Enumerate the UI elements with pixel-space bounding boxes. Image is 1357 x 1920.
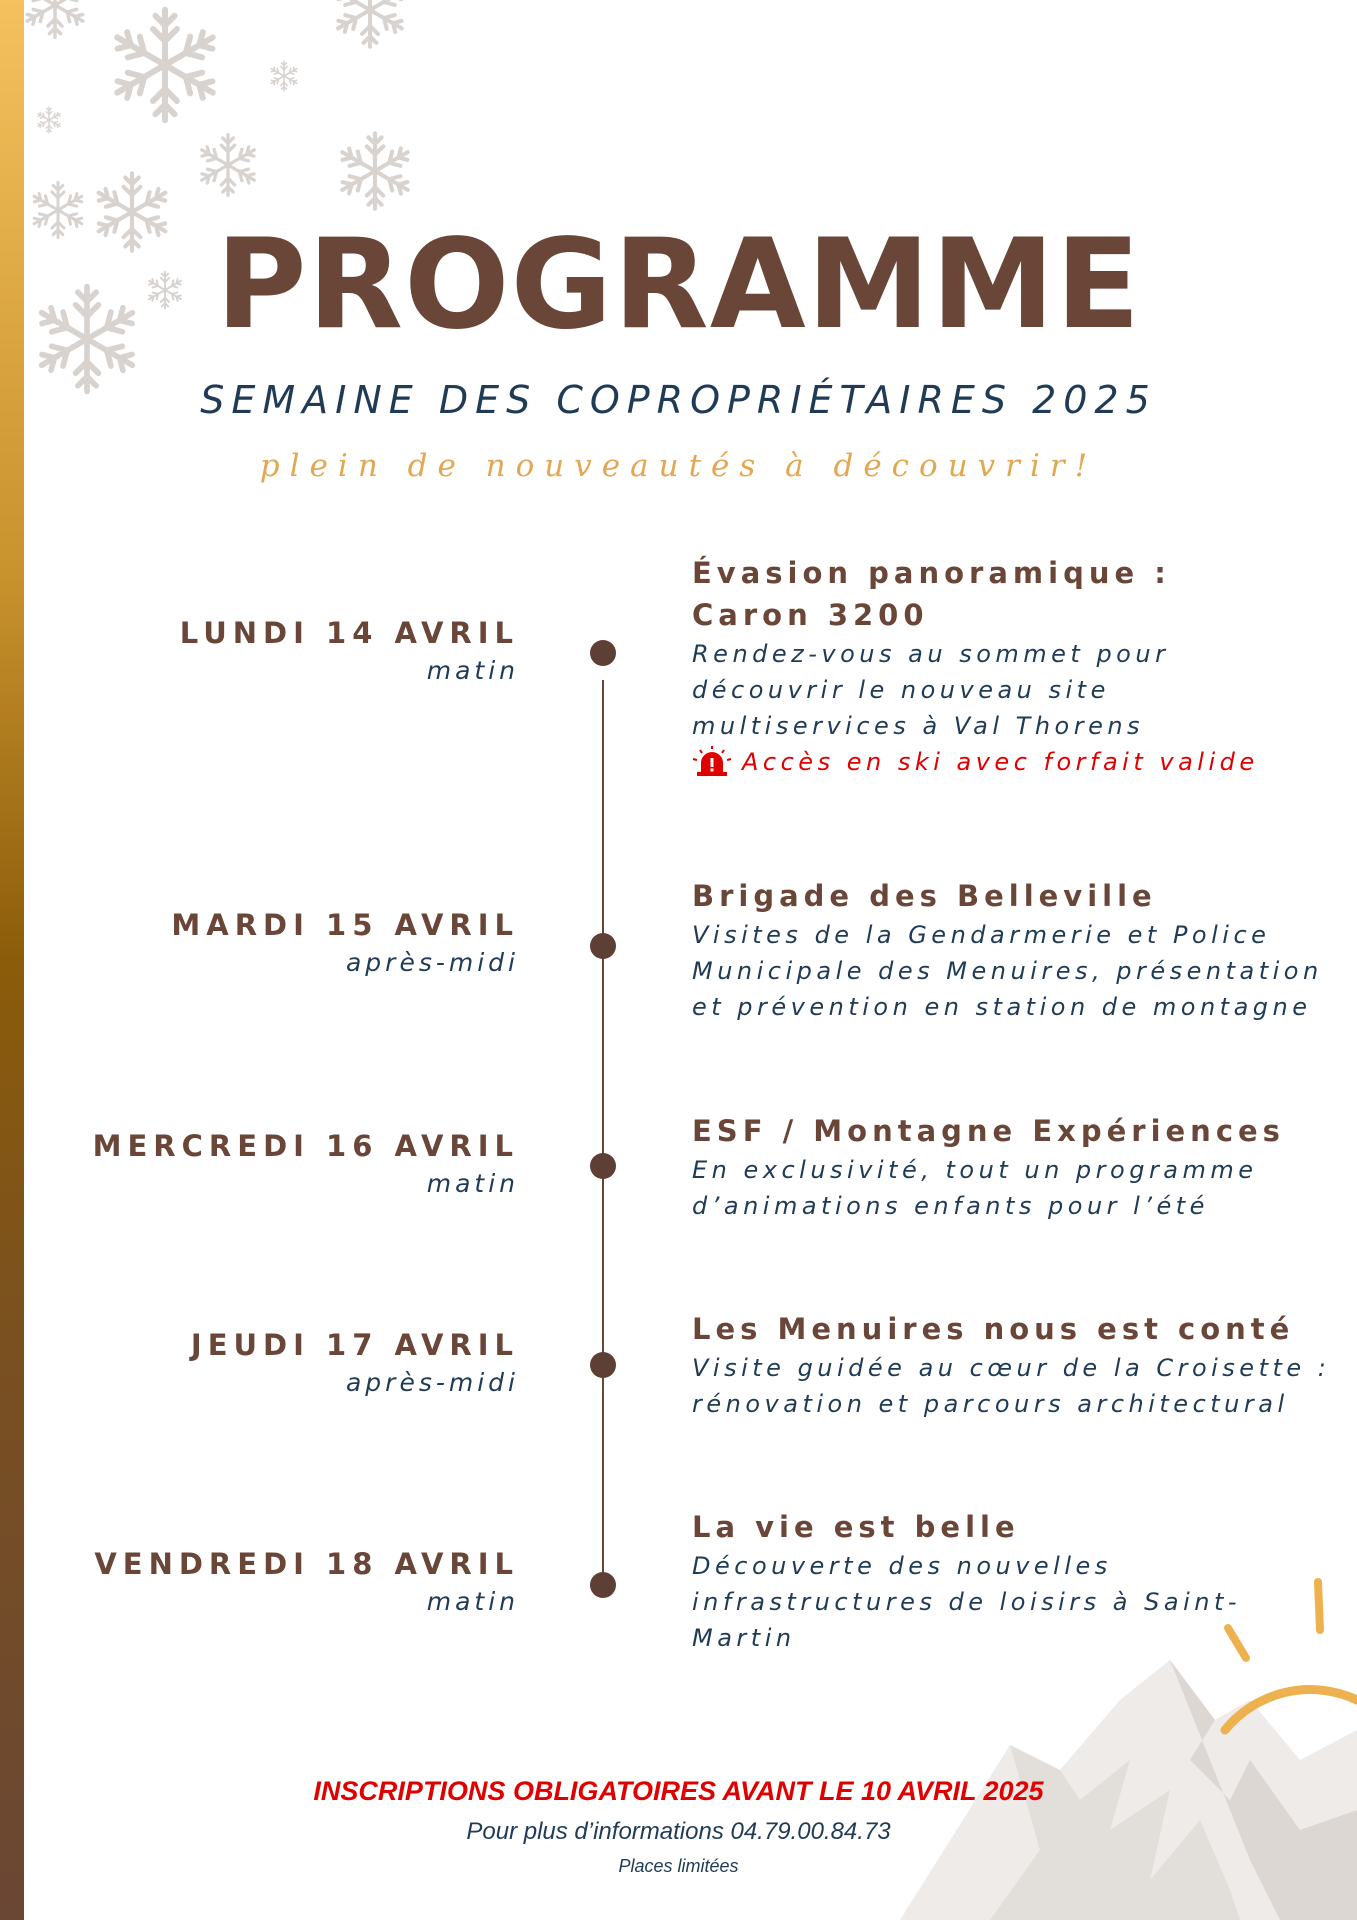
timeline-dot [590,1153,616,1179]
event-description: Municipale des Menuires, présentation [692,957,1323,985]
schedule-event [692,552,1342,780]
event-description: Rendez-vous au sommet pour [692,640,1170,668]
event-description: En exclusivité, tout un programme [692,1156,1258,1184]
page-title: PROGRAMME [215,213,1142,357]
contact-info: Pour plus d’informations 04.79.00.84.73 [466,1818,891,1845]
schedule-day [180,614,519,690]
event-title: Brigade des Belleville [692,879,1157,913]
event-title: Les Menuires nous est conté [692,1312,1295,1346]
schedule-event [692,875,1342,1025]
timeline-dot [590,933,616,959]
event-description: découvrir le nouveau site [692,676,1110,704]
event-title: ESF / Montagne Expériences [692,1114,1285,1148]
event-description: d’animations enfants pour l’été [692,1192,1209,1220]
timeline-dot [590,640,616,666]
event-description: et prévention en station de montagne [692,993,1312,1021]
alert-siren-icon [692,746,732,776]
timeline-dot [590,1572,616,1598]
day-time: après-midi [345,948,519,977]
event-title: Évasion panoramique : [692,556,1171,590]
day-time: matin [426,1169,519,1198]
event-description: Visite guidée au cœur de la Croisette : [692,1354,1331,1382]
schedule-event [692,1110,1342,1224]
day-time: matin [426,1587,519,1616]
schedule-day [94,1545,519,1621]
day-label: LUNDI 14 AVRIL [179,616,519,650]
page-tagline: plein de nouveautés à découvrir! [259,448,1098,484]
day-label: MERCREDI 16 AVRIL [92,1129,519,1163]
schedule-day [93,1127,519,1203]
page-subtitle: SEMAINE DES COPROPRIÉTAIRES 2025 [200,378,1157,422]
warning-text: Accès en ski avec forfait valide [742,748,1259,776]
timeline-line [602,680,604,1580]
registration-deadline: INSCRIPTIONS OBLIGATOIRES AVANT LE 10 AVRIL 2025 [313,1776,1044,1806]
limited-places-note: Places limitées [618,1856,739,1876]
event-description: rénovation et parcours architectural [692,1390,1289,1418]
schedule-day [171,906,519,982]
event-description: infrastructures de loisirs à Saint- [692,1588,1242,1616]
event-title: La vie est belle [692,1510,1020,1544]
timeline-dot [590,1352,616,1378]
day-time: matin [426,656,519,685]
event-description: Visites de la Gendarmerie et Police [692,921,1271,949]
day-label: MARDI 15 AVRIL [171,908,519,942]
schedule-day [191,1326,519,1402]
event-warning [692,744,1342,780]
event-description: Découverte des nouvelles [692,1552,1112,1580]
day-label: VENDREDI 18 AVRIL [94,1547,519,1581]
event-title: Caron 3200 [692,598,929,632]
schedule-event [692,1506,1342,1656]
day-label: JEUDI 17 AVRIL [190,1328,519,1362]
schedule-event [692,1308,1342,1422]
event-description: multiservices à Val Thorens [692,712,1145,740]
day-time: après-midi [345,1368,519,1397]
event-description: Martin [692,1624,796,1652]
